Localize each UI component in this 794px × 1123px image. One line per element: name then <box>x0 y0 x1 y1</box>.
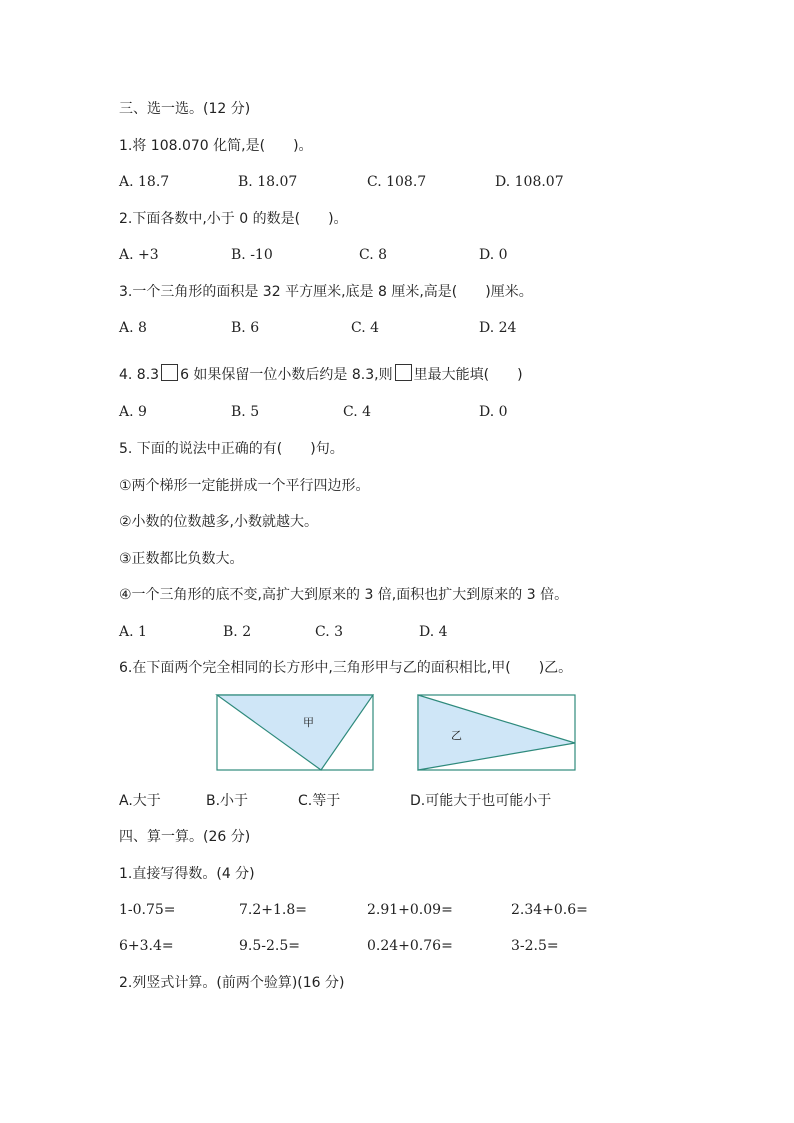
q5-option-b: B. 2 <box>223 624 252 640</box>
calc-item: 0.24+0.76= <box>367 938 453 954</box>
calc-item: 6+3.4= <box>119 938 174 954</box>
blank-box-icon <box>395 364 412 381</box>
q6-option-d: D.可能大于也可能小于 <box>410 793 552 809</box>
calc-item: 1-0.75= <box>119 902 176 918</box>
calc-item: 2.34+0.6= <box>511 902 588 918</box>
q4-option-b: B. 5 <box>231 404 260 420</box>
q2-stem: 2.下面各数中,小于 0 的数是( )。 <box>119 211 348 227</box>
calc-item: 7.2+1.8= <box>239 902 307 918</box>
blank-box-icon <box>161 364 178 381</box>
q4-stem-part-c: 里最大能填( ) <box>413 367 523 383</box>
q5-option-a: A. 1 <box>119 624 147 640</box>
q4-option-c: C. 4 <box>343 404 372 420</box>
q1-option-c: C. 108.7 <box>367 174 427 190</box>
q3-option-c: C. 4 <box>351 320 380 336</box>
q3-stem: 3.一个三角形的面积是 32 平方厘米,底是 8 厘米,高是( )厘米。 <box>119 284 533 300</box>
q2-option-c: C. 8 <box>359 247 388 263</box>
q3-option-a: A. 8 <box>119 320 147 336</box>
section4-title: 四、算一算。(26 分) <box>119 829 251 845</box>
q1-option-d: D. 108.07 <box>495 174 564 190</box>
q1-stem: 1.将 108.070 化简,是( )。 <box>119 138 313 154</box>
q5-option-d: D. 4 <box>419 624 448 640</box>
q5-statement-1: ①两个梯形一定能拼成一个平行四边形。 <box>119 478 370 494</box>
q2-option-d: D. 0 <box>479 247 508 263</box>
q6-option-c: C.等于 <box>298 793 341 809</box>
left-rectangle-figure <box>217 695 373 770</box>
q1-option-a: A. 18.7 <box>119 174 170 190</box>
calc-item: 3-2.5= <box>511 938 559 954</box>
section4-q1-title: 1.直接写得数。(4 分) <box>119 866 255 882</box>
q5-statement-3: ③正数都比负数大。 <box>119 551 244 567</box>
q4-stem-part-b: 6 如果保留一位小数后约是 8.3,则 <box>180 367 393 383</box>
q2-option-b: B. -10 <box>231 247 273 263</box>
q5-option-c: C. 3 <box>315 624 344 640</box>
q6-figure <box>214 692 580 774</box>
q3-option-d: D. 24 <box>479 320 517 336</box>
q6-stem: 6.在下面两个完全相同的长方形中,三角形甲与乙的面积相比,甲( )乙。 <box>119 660 573 676</box>
q2-option-a: A. +3 <box>119 247 159 263</box>
q5-statement-4: ④一个三角形的底不变,高扩大到原来的 3 倍,面积也扩大到原来的 3 倍。 <box>119 587 569 603</box>
triangle-yi-label: 乙 <box>451 729 462 742</box>
calc-item: 2.91+0.09= <box>367 902 453 918</box>
q6-option-b: B.小于 <box>206 793 249 809</box>
q5-stem: 5. 下面的说法中正确的有( )句。 <box>119 441 344 457</box>
q6-option-a: A.大于 <box>119 793 161 809</box>
triangle-jia-label: 甲 <box>303 716 314 729</box>
calc-item: 9.5-2.5= <box>239 938 300 954</box>
q4-stem-part-a: 4. 8.3 <box>119 367 160 383</box>
q3-option-b: B. 6 <box>231 320 260 336</box>
section3-title: 三、选一选。(12 分) <box>119 101 251 117</box>
section4-q2-title: 2.列竖式计算。(前两个验算)(16 分) <box>119 975 345 991</box>
q4-stem <box>119 364 523 384</box>
q4-option-d: D. 0 <box>479 404 508 420</box>
right-rectangle-figure <box>418 695 575 770</box>
q1-option-b: B. 18.07 <box>238 174 298 190</box>
q5-statement-2: ②小数的位数越多,小数就越大。 <box>119 514 319 530</box>
q4-option-a: A. 9 <box>119 404 147 420</box>
